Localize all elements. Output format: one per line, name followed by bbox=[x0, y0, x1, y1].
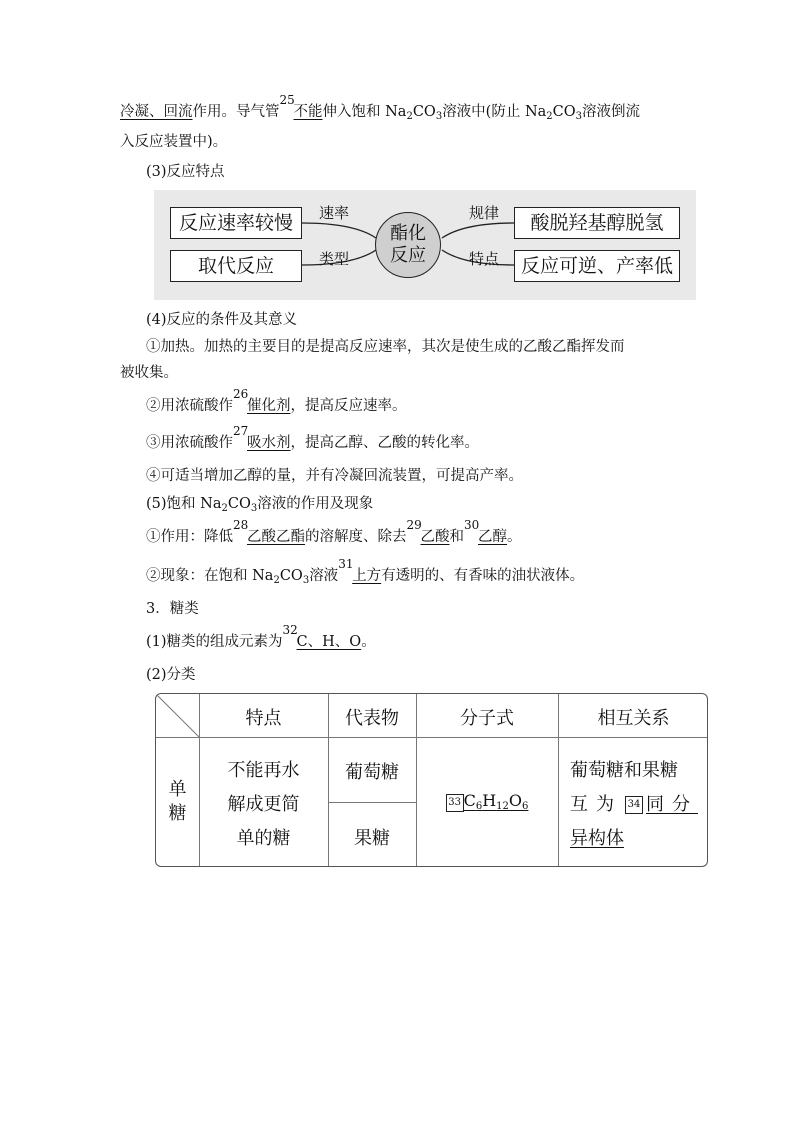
answer-text: C、H、O bbox=[296, 634, 362, 650]
sugar-table bbox=[155, 693, 708, 867]
row-label-monosaccharide: 单糖 bbox=[168, 779, 187, 824]
text: ②现象：在饱和 Na bbox=[146, 568, 274, 584]
rep-glucose: 葡萄糖 bbox=[345, 762, 399, 783]
header-feature: 特点 bbox=[245, 708, 282, 729]
blank-number: 26 bbox=[233, 387, 249, 401]
relationship-cell bbox=[570, 754, 698, 856]
paragraph-line: 冷凝、回流作用。导气管 25 不能伸入饱和 $Na_2CO_3$溶液中(防止 $Na_2CO_3$溶液倒流 bbox=[120, 102, 640, 127]
blank-number: 25 bbox=[279, 93, 295, 107]
text: 溶液的作用及现象 bbox=[257, 496, 374, 512]
blank-number: 28 bbox=[233, 518, 249, 532]
answer-blank bbox=[233, 424, 291, 453]
label-rule: 规律 bbox=[469, 204, 500, 222]
answer-text: 乙酸 bbox=[420, 529, 450, 545]
text: ③用浓硫酸作 bbox=[146, 435, 233, 451]
item-2 bbox=[146, 387, 407, 416]
answer-blank bbox=[406, 518, 450, 547]
text: 伸入饱和 Na bbox=[322, 104, 407, 120]
label-feature: 特点 bbox=[469, 250, 500, 268]
text: 有透明的、有香味的油状液体。 bbox=[381, 568, 585, 584]
blank-number: 30 bbox=[464, 518, 480, 532]
text: 冷凝、回流 bbox=[120, 104, 193, 120]
text: CO bbox=[227, 496, 251, 512]
text: CO bbox=[552, 104, 576, 120]
text: (1)糖类的组成元素为 bbox=[146, 634, 283, 650]
formula-o: O bbox=[508, 791, 523, 810]
text: 互为 bbox=[570, 794, 622, 815]
reaction-features-diagram bbox=[154, 190, 696, 300]
answer-blank bbox=[233, 518, 305, 547]
text: CO bbox=[412, 104, 436, 120]
box-rule: 酸脱羟基醇脱氢 bbox=[514, 207, 680, 239]
box-feature: 反应可逆、产率低 bbox=[514, 250, 680, 282]
heading-3: (3)反应特点 bbox=[146, 164, 225, 180]
answer-text: 同分 bbox=[646, 794, 698, 815]
section-3-title: 3．糖类 bbox=[146, 601, 199, 617]
blank-number: 32 bbox=[282, 623, 298, 637]
formula-o-sub: 6 bbox=[522, 801, 529, 812]
text: 的溶解度、除去 bbox=[305, 529, 407, 545]
text: (5)饱和 Na bbox=[146, 496, 222, 512]
answer-text: 不能 bbox=[293, 104, 323, 120]
item-1-line-2: 被收集。 bbox=[120, 365, 178, 381]
relationship-line: 葡萄糖和果糖 bbox=[570, 760, 678, 781]
classification-heading: (2)分类 bbox=[146, 667, 196, 683]
answer-text: 上方 bbox=[352, 568, 382, 584]
text: 溶液 bbox=[309, 568, 339, 584]
answer-blank bbox=[282, 623, 362, 652]
answer-text: 催化剂 bbox=[247, 398, 291, 414]
box-rate: 反应速率较慢 bbox=[170, 207, 302, 239]
answer-text: 吸水剂 bbox=[247, 435, 291, 451]
blank-number: 27 bbox=[233, 424, 249, 438]
formula-c: C bbox=[463, 791, 476, 810]
text: 。 bbox=[361, 634, 376, 650]
answer-blank bbox=[279, 93, 323, 122]
answer-blank bbox=[464, 518, 507, 547]
formula-c-sub: 6 bbox=[475, 801, 483, 812]
rep-fructose: 果糖 bbox=[354, 828, 390, 849]
answer-blank bbox=[233, 387, 291, 416]
formula-cell bbox=[416, 791, 558, 812]
text: ①作用：降低 bbox=[146, 529, 233, 545]
heading-5: (5)饱和 $Na_2CO_3$溶液的作用及现象 bbox=[146, 496, 374, 514]
center-top: 酯化 bbox=[390, 223, 426, 244]
header-formula: 分子式 bbox=[460, 708, 514, 729]
feature-cell bbox=[199, 754, 328, 856]
phenomenon-line: ②现象：在饱和 $Na_2CO_3$溶液 31 上方有透明的、有香味的油状液体。 bbox=[146, 566, 584, 591]
grid-line bbox=[328, 802, 416, 803]
relationship-line bbox=[570, 788, 698, 822]
answer-text: 乙酸乙酯 bbox=[247, 529, 305, 545]
paragraph-line: 入反应装置中)。 bbox=[120, 134, 228, 150]
text: CO bbox=[279, 568, 303, 584]
feature-line: 单的糖 bbox=[236, 828, 291, 849]
label-type: 类型 bbox=[319, 250, 350, 268]
formula-h-sub: 12 bbox=[496, 801, 509, 812]
formula-answer bbox=[446, 791, 529, 810]
item-4: ④可适当增加乙醇的量，并有冷凝回流装置，可提高产率。 bbox=[146, 468, 523, 484]
text: 作用。导气管 bbox=[192, 104, 280, 120]
text: ，提高乙醇、乙酸的转化率。 bbox=[290, 435, 479, 451]
diagonal-line bbox=[156, 694, 200, 738]
center-bottom: 反应 bbox=[390, 245, 426, 266]
relationship-line: 异构体 bbox=[570, 828, 624, 849]
answer-text: 乙醇 bbox=[478, 529, 507, 545]
text: 溶液中(防止 Na bbox=[442, 104, 547, 120]
blank-number: 31 bbox=[338, 557, 354, 571]
use-line bbox=[146, 518, 522, 547]
text: 。 bbox=[507, 529, 522, 545]
heading-4: (4)反应的条件及其意义 bbox=[146, 312, 298, 328]
item-1-line-1: ①加热。加热的主要目的是提高反应速率，其次是使生成的乙酸乙酯挥发而 bbox=[146, 339, 625, 355]
center-circle bbox=[375, 212, 441, 278]
feature-line: 不能再水 bbox=[227, 760, 300, 781]
answer-number: 33 bbox=[446, 794, 464, 812]
blank-number: 29 bbox=[406, 518, 422, 532]
grid-line bbox=[156, 737, 708, 738]
header-relationship: 相互关系 bbox=[597, 708, 670, 729]
box-type: 取代反应 bbox=[170, 250, 302, 282]
formula-h: H bbox=[482, 791, 497, 810]
feature-line: 解成更简 bbox=[227, 794, 300, 815]
text: ，提高反应速率。 bbox=[290, 398, 407, 414]
text: 溶液倒流 bbox=[582, 104, 641, 120]
header-representative: 代表物 bbox=[345, 708, 399, 729]
label-rate: 速率 bbox=[319, 204, 350, 222]
answer-number: 34 bbox=[625, 796, 643, 814]
item-3 bbox=[146, 424, 479, 453]
sugar-elements-line bbox=[146, 623, 376, 652]
text: 和 bbox=[449, 529, 464, 545]
answer-blank bbox=[338, 557, 382, 586]
text: ②用浓硫酸作 bbox=[146, 398, 233, 414]
